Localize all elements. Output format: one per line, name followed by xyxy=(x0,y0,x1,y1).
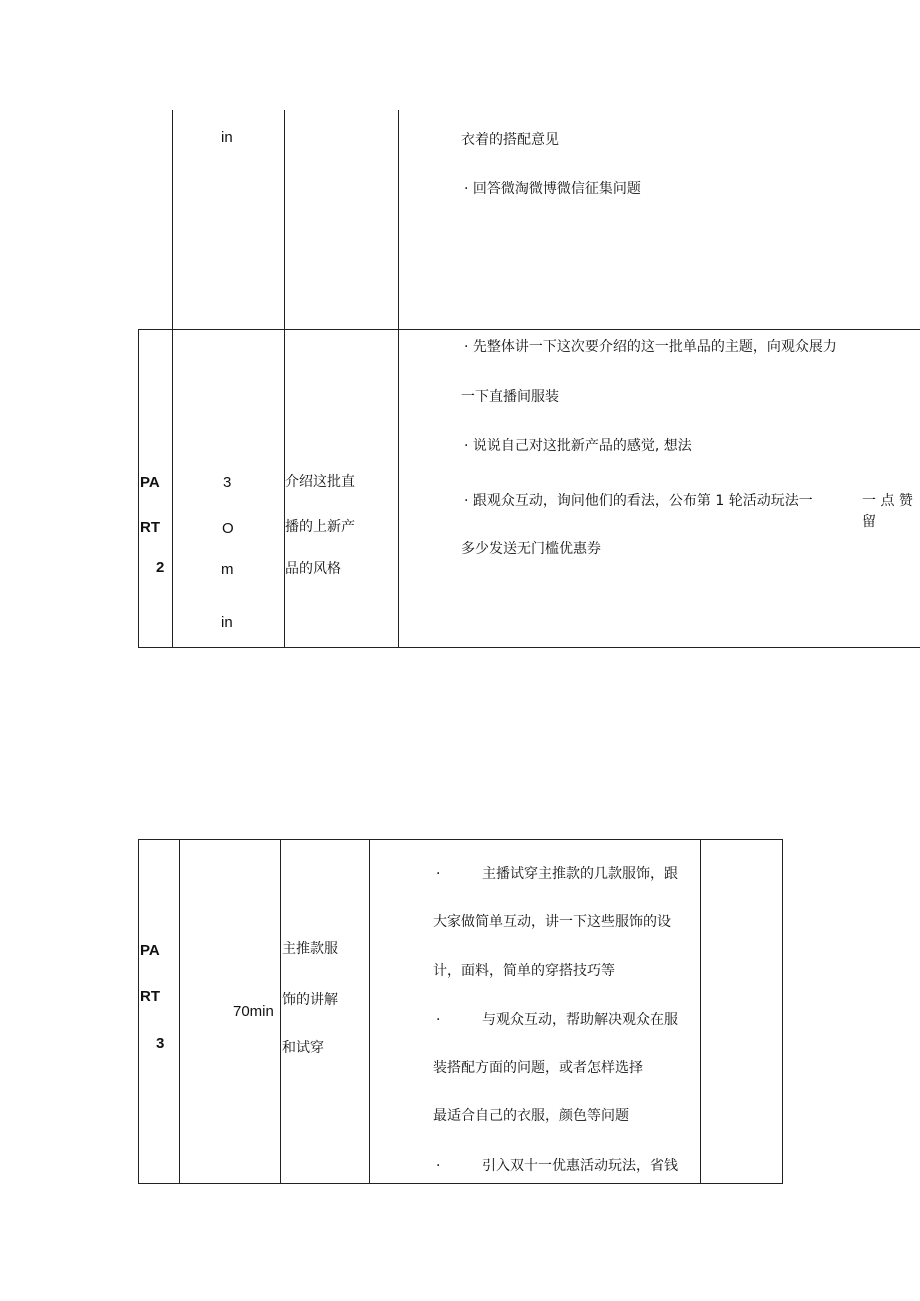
part2-duration-4: in xyxy=(221,614,233,631)
part2-theme-line-3: 品的风格 xyxy=(285,561,341,577)
top-row-content-line-1: 衣着的搭配意见 xyxy=(461,132,559,148)
part2-content-line-1: · 先整体讲一下这次要介绍的这一批单品的主题，向观众展力 xyxy=(464,339,837,355)
table1-col-line-1 xyxy=(172,110,173,648)
part3-theme-line-3: 和试穿 xyxy=(282,1040,324,1056)
part3-content-line-5: 装搭配方面的问题，或者怎样选择 xyxy=(433,1060,643,1076)
part3-content-line-3: 计，面料，简单的穿搭技巧等 xyxy=(433,963,615,979)
part3-content-line-7: 引入双十一优惠活动玩法，省钱 xyxy=(482,1158,678,1174)
part3-duration: 70min xyxy=(233,1003,274,1020)
part2-duration-2: O xyxy=(222,520,234,537)
part2-theme-line-2: 播的上新产 xyxy=(285,519,355,535)
part3-content-bullet-2: · xyxy=(436,1012,441,1028)
top-row-duration: in xyxy=(221,129,233,146)
part2-content-line-5: 多少发送无门槛优惠券 xyxy=(461,541,601,557)
part2-note-line-1: 一 点 赞 xyxy=(862,493,913,509)
part2-content-line-2: 一下直播间服装 xyxy=(461,389,559,405)
part3-theme-line-1: 主推款服 xyxy=(282,941,338,957)
part3-label-line-3: 3 xyxy=(156,1035,165,1052)
part3-content-line-1: 主播试穿主推款的几款服饰，跟 xyxy=(482,866,678,882)
table1-left-border xyxy=(138,330,139,648)
part2-label-line-1: PA xyxy=(140,474,160,491)
table2-right-border xyxy=(782,839,783,1184)
part2-note-line-2: 留 xyxy=(862,514,876,530)
table1-bottom-border xyxy=(138,647,920,648)
table2-top-border xyxy=(138,839,783,840)
part2-content-line-3: · 说说自己对这批新产品的感觉, 想法 xyxy=(464,438,692,454)
part3-label-line-1: PA xyxy=(140,942,160,959)
part3-content-line-2: 大家做简单互动，讲一下这些服饰的设 xyxy=(433,914,671,930)
part3-content-line-4: 与观众互动，帮助解决观众在服 xyxy=(482,1012,678,1028)
table1-col-line-3 xyxy=(398,110,399,648)
table2-left-border xyxy=(138,839,139,1184)
part2-label-line-3: 2 xyxy=(156,559,165,576)
part2-theme-line-1: 介绍这批直 xyxy=(285,474,355,490)
part3-content-bullet-1: · xyxy=(436,866,441,882)
part2-duration-1: 3 xyxy=(223,474,232,491)
part2-duration-3: m xyxy=(221,561,234,578)
part3-content-bullet-3: · xyxy=(436,1158,441,1174)
part3-theme-line-2: 饰的讲解 xyxy=(282,992,338,1008)
table1-row-divider xyxy=(138,329,920,330)
part3-content-line-6: 最适合自己的衣服，颜色等问题 xyxy=(433,1108,629,1124)
table2-col-line-2 xyxy=(280,839,281,1184)
part2-content-line-4: · 跟观众互动，询问他们的看法，公布第 1 轮活动玩法一 xyxy=(464,493,813,509)
table2-col-line-1 xyxy=(179,839,180,1184)
table2-col-line-4 xyxy=(700,839,701,1184)
table2-bottom-border xyxy=(138,1183,783,1184)
top-row-content-line-2: · 回答微淘微博微信征集问题 xyxy=(464,181,641,197)
part3-label-line-2: RT xyxy=(140,988,160,1005)
table2-col-line-3 xyxy=(369,839,370,1184)
part2-label-line-2: RT xyxy=(140,519,160,536)
